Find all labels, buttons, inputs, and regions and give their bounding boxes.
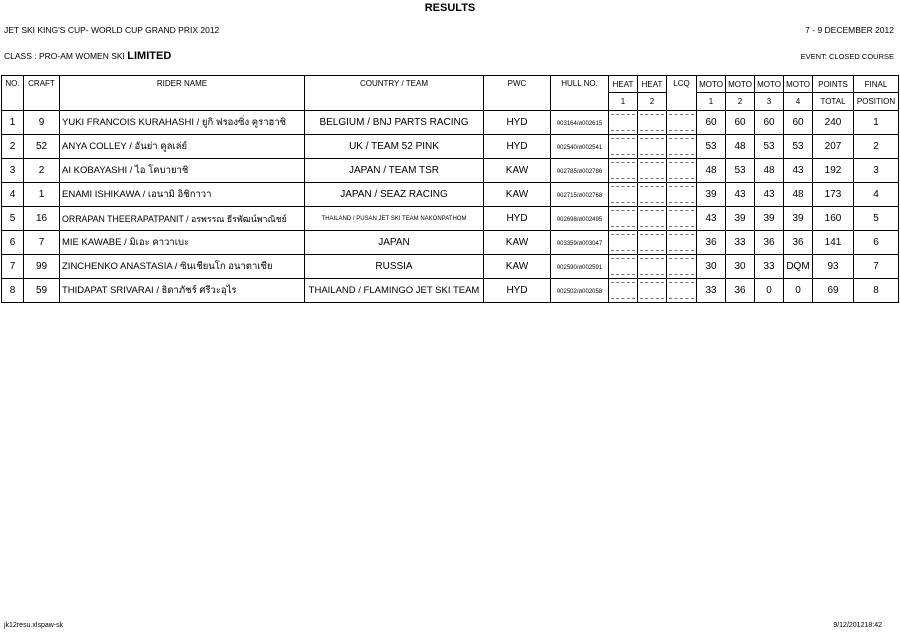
col-final-sub: POSITION — [854, 93, 899, 111]
cell-pwc: HYD — [484, 279, 551, 303]
cell-heat1 — [609, 111, 638, 135]
col-moto3: MOTO — [755, 76, 784, 93]
cell-pwc: HYD — [484, 111, 551, 135]
cell-points: 207 — [813, 135, 854, 159]
cell-moto4: DQM — [784, 255, 813, 279]
cell-craft: 59 — [24, 279, 60, 303]
cell-moto2: 36 — [726, 279, 755, 303]
col-points: POINTS — [813, 76, 854, 93]
table-row — [2, 135, 899, 159]
cell-lcq — [667, 183, 697, 207]
cell-hull: 003359/ส003047 — [551, 231, 609, 255]
cell-moto2: 39 — [726, 207, 755, 231]
col-moto2-sub: 2 — [726, 93, 755, 111]
cell-rider: MIE KAWABE / มิเอะ คาวาเบะ — [60, 231, 305, 255]
col-heat1: HEAT — [609, 76, 638, 93]
cell-moto4: 43 — [784, 159, 813, 183]
cell-craft: 16 — [24, 207, 60, 231]
cell-moto3: 53 — [755, 135, 784, 159]
cell-points: 160 — [813, 207, 854, 231]
header-row — [2, 76, 899, 93]
cell-moto2: 43 — [726, 183, 755, 207]
col-craft: CRAFT — [24, 76, 60, 111]
cell-moto1: 39 — [697, 183, 726, 207]
cell-hull: 002698/ส002495 — [551, 207, 609, 231]
table-row — [2, 231, 899, 255]
cell-points: 93 — [813, 255, 854, 279]
cell-points: 69 — [813, 279, 854, 303]
cell-moto3: 39 — [755, 207, 784, 231]
cell-moto1: 33 — [697, 279, 726, 303]
cell-pwc: HYD — [484, 207, 551, 231]
cell-hull: 002715/ส002768 — [551, 183, 609, 207]
cell-team: JAPAN — [305, 231, 484, 255]
cell-lcq — [667, 111, 697, 135]
cell-craft: 9 — [24, 111, 60, 135]
col-lcq: LCQ — [667, 76, 697, 111]
cell-moto3: 33 — [755, 255, 784, 279]
cell-moto2: 33 — [726, 231, 755, 255]
cell-moto3: 48 — [755, 159, 784, 183]
cell-hull: 002540/ส002541 — [551, 135, 609, 159]
cell-team: JAPAN / SEAZ RACING — [305, 183, 484, 207]
cell-team: THAILAND / FLAMINGO JET SKI TEAM — [305, 279, 484, 303]
cell-heat1 — [609, 207, 638, 231]
cell-final: 1 — [854, 111, 899, 135]
cell-moto2: 48 — [726, 135, 755, 159]
col-heat1-sub: 1 — [609, 93, 638, 111]
cell-points: 192 — [813, 159, 854, 183]
class-label — [4, 50, 171, 62]
cell-team: UK / TEAM 52 PINK — [305, 135, 484, 159]
col-points-sub: TOTAL — [813, 93, 854, 111]
cell-heat2 — [638, 279, 667, 303]
cell-moto4: 48 — [784, 183, 813, 207]
cell-team: BELGIUM / BNJ PARTS RACING — [305, 111, 484, 135]
cell-moto3: 0 — [755, 279, 784, 303]
cell-pwc: KAW — [484, 255, 551, 279]
col-rider: RIDER NAME — [60, 76, 305, 111]
table-row — [2, 111, 899, 135]
cell-no: 7 — [2, 255, 24, 279]
cell-rider: ZINCHENKO ANASTASIA / ซินเชียนโก อนาตาเซีย — [60, 255, 305, 279]
cell-no: 5 — [2, 207, 24, 231]
cell-no: 2 — [2, 135, 24, 159]
col-country: COUNTRY / TEAM — [305, 76, 484, 111]
cell-moto3: 43 — [755, 183, 784, 207]
cell-heat1 — [609, 183, 638, 207]
col-moto1: MOTO — [697, 76, 726, 93]
cell-final: 2 — [854, 135, 899, 159]
cell-hull: 002785/ส002786 — [551, 159, 609, 183]
cell-moto2: 30 — [726, 255, 755, 279]
cell-points: 240 — [813, 111, 854, 135]
cell-rider: ANYA COLLEY / อันย่า คูลเล่ย์ — [60, 135, 305, 159]
cell-craft: 7 — [24, 231, 60, 255]
col-moto4: MOTO — [784, 76, 813, 93]
cell-rider: AI KOBAYASHI / ไอ โคบายาชิ — [60, 159, 305, 183]
cell-craft: 2 — [24, 159, 60, 183]
cell-no: 6 — [2, 231, 24, 255]
cell-heat2 — [638, 231, 667, 255]
cell-no: 3 — [2, 159, 24, 183]
cell-moto2: 53 — [726, 159, 755, 183]
results-table — [1, 75, 899, 303]
col-moto4-sub: 4 — [784, 93, 813, 111]
cell-moto1: 53 — [697, 135, 726, 159]
table-row — [2, 159, 899, 183]
cell-hull: 003164/ส002615 — [551, 111, 609, 135]
cell-final: 6 — [854, 231, 899, 255]
cell-final: 4 — [854, 183, 899, 207]
cell-lcq — [667, 207, 697, 231]
cell-moto4: 0 — [784, 279, 813, 303]
cell-no: 4 — [2, 183, 24, 207]
col-pwc: PWC — [484, 76, 551, 111]
cell-moto4: 39 — [784, 207, 813, 231]
cell-moto4: 53 — [784, 135, 813, 159]
cell-rider: ENAMI ISHIKAWA / เอนามิ อิชิกาวา — [60, 183, 305, 207]
event-date: 7 - 9 DECEMBER 2012 — [805, 25, 894, 35]
cell-pwc: KAW — [484, 159, 551, 183]
cell-final: 3 — [854, 159, 899, 183]
cell-moto1: 60 — [697, 111, 726, 135]
table-row — [2, 207, 899, 231]
cell-hull: 002502/ส002058 — [551, 279, 609, 303]
cell-pwc: KAW — [484, 231, 551, 255]
cell-heat1 — [609, 231, 638, 255]
cell-moto4: 60 — [784, 111, 813, 135]
class-prefix: CLASS : PRO-AM WOMEN SKI — [4, 51, 128, 61]
col-heat2: HEAT — [638, 76, 667, 93]
cell-craft: 52 — [24, 135, 60, 159]
cell-moto1: 36 — [697, 231, 726, 255]
cell-lcq — [667, 135, 697, 159]
cell-rider: ORRAPAN THEERAPATPANIT / อรพรรณ ธีรพัฒน์พาณิชย์ — [60, 207, 305, 231]
cell-pwc: KAW — [484, 183, 551, 207]
cell-final: 8 — [854, 279, 899, 303]
cell-heat2 — [638, 255, 667, 279]
cell-lcq — [667, 279, 697, 303]
cell-lcq — [667, 255, 697, 279]
cell-moto1: 48 — [697, 159, 726, 183]
col-final: FINAL — [854, 76, 899, 93]
cell-lcq — [667, 231, 697, 255]
cell-pwc: HYD — [484, 135, 551, 159]
event-type: EVENT: CLOSED COURSE — [800, 52, 894, 61]
cell-heat1 — [609, 279, 638, 303]
cell-heat2 — [638, 135, 667, 159]
event-name: JET SKI KING'S CUP- WORLD CUP GRAND PRIX 2012 — [4, 25, 220, 35]
cell-moto1: 43 — [697, 207, 726, 231]
cell-final: 7 — [854, 255, 899, 279]
cell-rider: YUKI FRANCOIS KURAHASHI / ยูกิ ฟรองซิ่ง คูราฮาชิ — [60, 111, 305, 135]
cell-team: JAPAN / TEAM TSR — [305, 159, 484, 183]
cell-heat1 — [609, 255, 638, 279]
col-moto1-sub: 1 — [697, 93, 726, 111]
cell-lcq — [667, 159, 697, 183]
cell-team: THAILAND / PUSAN JET SKI TEAM NAKONPATHOM — [305, 207, 484, 231]
print-timestamp: 9/12/201218:42 — [833, 622, 882, 629]
cell-team: RUSSIA — [305, 255, 484, 279]
table-row — [2, 279, 899, 303]
file-name: jk12resu.xlspaw-sk — [4, 622, 64, 629]
cell-heat2 — [638, 111, 667, 135]
cell-no: 8 — [2, 279, 24, 303]
cell-heat2 — [638, 159, 667, 183]
cell-craft: 99 — [24, 255, 60, 279]
cell-hull: 002590/ส002591 — [551, 255, 609, 279]
col-heat2-sub: 2 — [638, 93, 667, 111]
cell-heat2 — [638, 207, 667, 231]
col-hull: HULL NO. — [551, 76, 609, 111]
cell-moto2: 60 — [726, 111, 755, 135]
col-no: NO. — [2, 76, 24, 111]
cell-moto1: 30 — [697, 255, 726, 279]
cell-craft: 1 — [24, 183, 60, 207]
col-moto3-sub: 3 — [755, 93, 784, 111]
cell-final: 5 — [854, 207, 899, 231]
cell-heat2 — [638, 183, 667, 207]
cell-moto4: 36 — [784, 231, 813, 255]
table-row — [2, 255, 899, 279]
cell-moto3: 36 — [755, 231, 784, 255]
cell-heat1 — [609, 135, 638, 159]
cell-points: 141 — [813, 231, 854, 255]
class-name: LIMITED — [127, 50, 172, 62]
col-moto2: MOTO — [726, 76, 755, 93]
table-row — [2, 183, 899, 207]
cell-no: 1 — [2, 111, 24, 135]
cell-points: 173 — [813, 183, 854, 207]
cell-moto3: 60 — [755, 111, 784, 135]
cell-rider: THIDAPAT SRIVARAI / ธิดาภัชร์ ศรีวะอุไร — [60, 279, 305, 303]
cell-heat1 — [609, 159, 638, 183]
page-title: RESULTS — [424, 2, 476, 14]
